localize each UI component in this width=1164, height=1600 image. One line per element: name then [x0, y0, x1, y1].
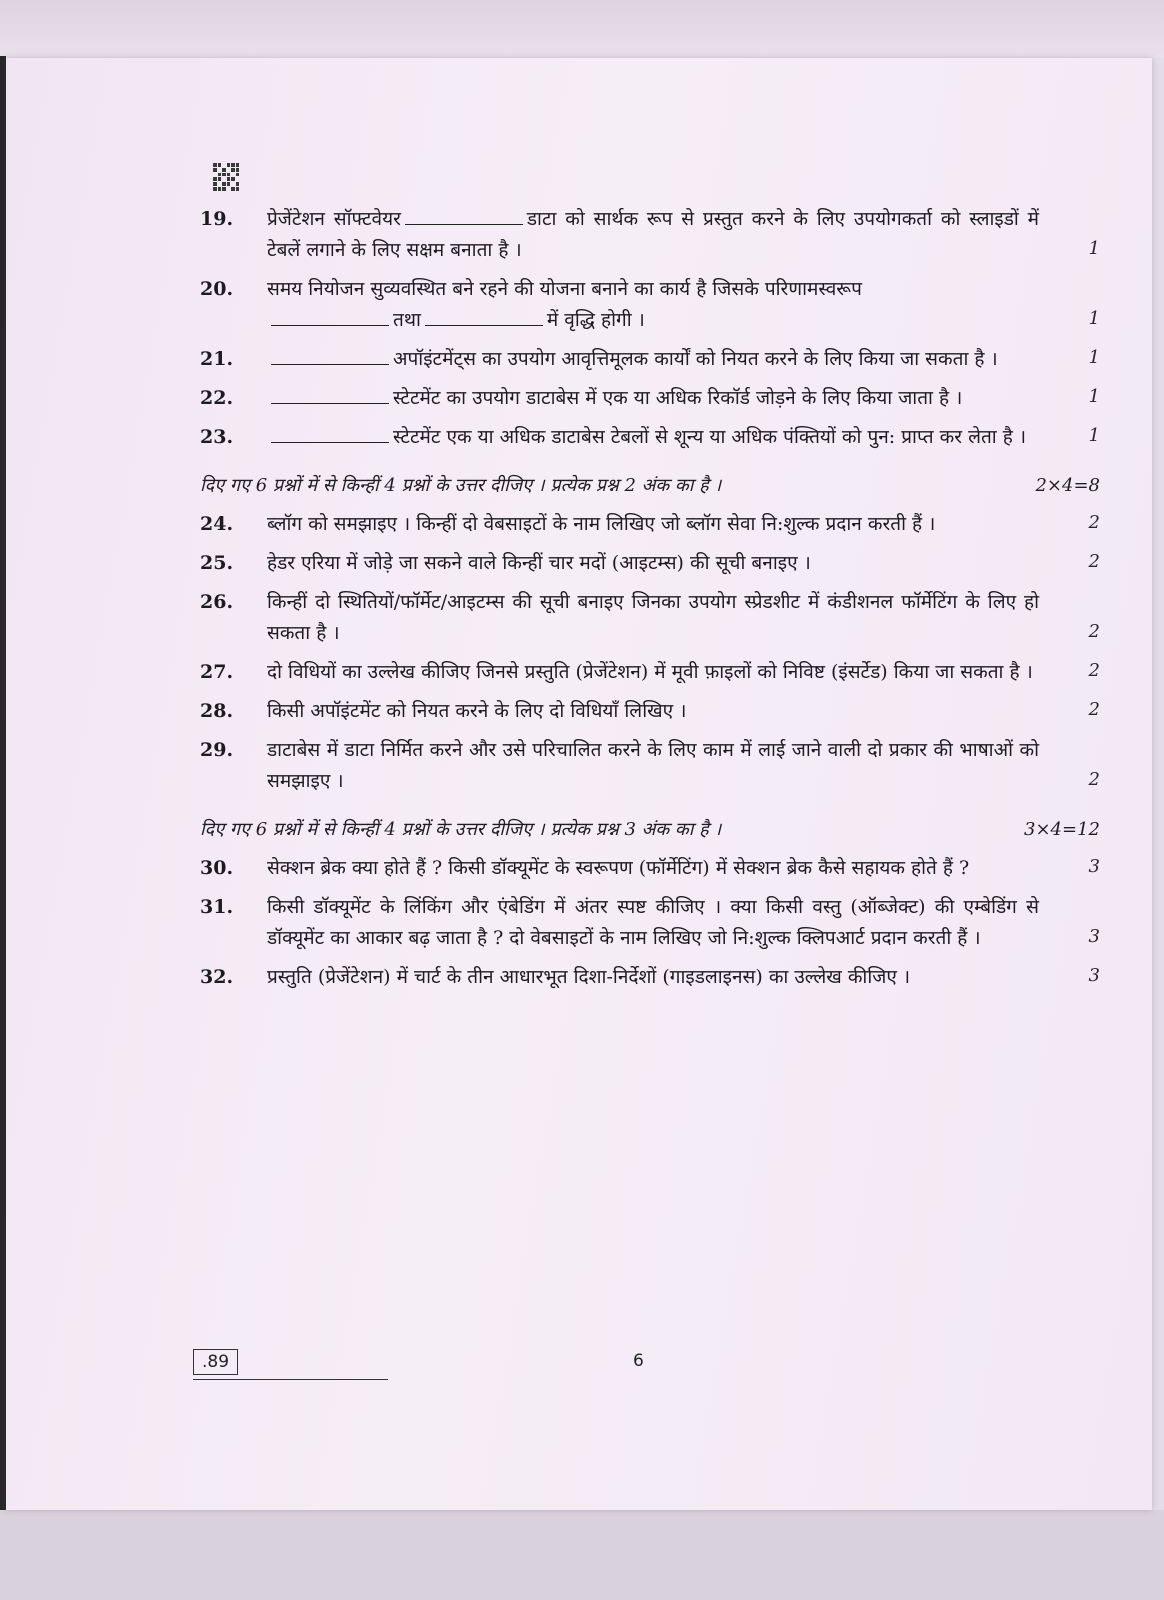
question-text: प्रस्तुति (प्रेजेंटेशन) में चार्ट के तीन आधारभूत दिशा-निर्देशों (गाइडलाइनस) का उल्लेख कीजिए । [267, 966, 911, 988]
question-marks: 2 [1088, 660, 1100, 681]
question-30 [200, 853, 1100, 884]
question-text: किसी अपॉइंटमेंट को नियत करने के लिए दो विधियाँ लिखिए । [267, 700, 687, 722]
question-21 [200, 344, 1100, 375]
question-number: 22. [200, 387, 234, 409]
question-text: अपॉइंटमेंट्स का उपयोग आवृत्तिमूलक कार्यों को नियत करने के लिए किया जा सकता है । [267, 344, 1039, 375]
question-text: हेडर एरिया में जोड़े जा सकने वाले किन्हीं चार मदों (आइटम्स) की सूची बनाइए । [267, 552, 811, 574]
question-marks: 3 [1088, 965, 1100, 986]
page-number: 6 [633, 1351, 644, 1371]
question-number: 26. [200, 591, 234, 613]
paper-code: .89 [193, 1349, 238, 1375]
question-number: 28. [200, 700, 234, 722]
question-31 [200, 892, 1100, 954]
question-number: 21. [200, 348, 234, 370]
question-marks: 2 [1088, 621, 1100, 642]
question-29 [200, 735, 1100, 797]
question-22 [200, 383, 1100, 414]
question-marks: 3 [1088, 856, 1100, 877]
question-marks: 1 [1088, 425, 1100, 446]
question-text: किन्हीं दो स्थितियों/फॉर्मेट/आइटम्स की सूची बनाइए जिनका उपयोग स्प्रेडशीट में कंडीशनल फॉर्मेटिंग के लिए हो सकता है । [267, 591, 1039, 644]
question-number: 20. [200, 278, 234, 300]
question-28 [200, 696, 1100, 727]
section-instruction-3-marks [200, 817, 1100, 841]
question-marks: 1 [1088, 386, 1100, 407]
question-24 [200, 509, 1100, 540]
question-number: 32. [200, 966, 234, 988]
question-number: 29. [200, 739, 234, 761]
question-marks: 1 [1088, 238, 1100, 259]
page-footer [193, 1349, 1093, 1389]
question-text: दो विधियों का उल्लेख कीजिए जिनसे प्रस्तुति (प्रेजेंटेशन) में मूवी फ़ाइलों को निविष्ट (इंसर्टेड) किया जा सकता है । [267, 661, 1033, 683]
question-number: 24. [200, 513, 234, 535]
question-text: प्रेजेंटेशन सॉफ्टवेयर डाटा को सार्थक रूप से प्रस्तुत करने के लिए उपयोगकर्ता को स्लाइडों में टेबलें लगाने के लिए सक्षम बनाता है । [267, 208, 1039, 261]
footer-rule [193, 1379, 388, 1380]
question-number: 31. [200, 896, 234, 918]
scan-top-margin [0, 0, 1164, 58]
question-marks: 3 [1088, 926, 1100, 947]
question-marks: 2 [1088, 699, 1100, 720]
question-25 [200, 548, 1100, 579]
section-total-marks: 2×4=8 [1035, 475, 1100, 496]
question-text: स्टेटमेंट का उपयोग डाटाबेस में एक या अधिक रिकॉर्ड जोड़ने के लिए किया जाता है । [267, 383, 1039, 414]
question-32 [200, 962, 1100, 993]
question-marks: 2 [1088, 512, 1100, 533]
question-number: 25. [200, 552, 234, 574]
question-text: किसी डॉक्यूमेंट के लिंकिंग और एंबेडिंग में अंतर स्पष्ट कीजिए । क्या किसी वस्तु (ऑब्जेक्ट) की एम्बेडिंग से डॉक्यूमेंट का आकार बढ़ जाता है ? दो वेबसाइटों के नाम लिखिए जो नि:शुल्क क्लिपआर्ट प्रदान करती हैं । [267, 896, 1039, 949]
question-27 [200, 657, 1100, 688]
question-marks: 2 [1088, 551, 1100, 572]
question-text: डाटाबेस में डाटा निर्मित करने और उसे परिचालित करने के लिए काम में लाई जाने वाली दो प्रकार की भाषाओं को समझाइए । [267, 739, 1039, 792]
question-23 [200, 422, 1100, 453]
question-number: 30. [200, 857, 234, 879]
question-20 [200, 274, 1100, 336]
question-text: स्टेटमेंट एक या अधिक डाटाबेस टेबलों से शून्य या अधिक पंक्तियों को पुन: प्राप्त कर लेता है । [267, 422, 1039, 453]
scan-bottom-margin [0, 1510, 1164, 1600]
question-19 [200, 204, 1100, 266]
question-text: समय नियोजन सुव्यवस्थित बने रहने की योजना बनाने का कार्य है जिसके परिणामस्वरूप तथा में वृद्धि होगी । [267, 278, 862, 331]
section-instruction: दिए गए 6 प्रश्नों में से किन्हीं 4 प्रश्नों के उत्तर दीजिए । प्रत्येक प्रश्न 2 अंक का है । [200, 475, 722, 496]
question-marks: 1 [1088, 347, 1100, 368]
question-number: 27. [200, 661, 234, 683]
question-26 [200, 587, 1100, 649]
question-marks: 2 [1088, 769, 1100, 790]
question-marks: 1 [1088, 308, 1100, 329]
question-number: 19. [200, 208, 234, 230]
qr-code-icon [213, 163, 239, 191]
section-total-marks: 3×4=12 [1024, 819, 1100, 840]
section-instruction-2-marks [200, 473, 1100, 497]
question-number: 23. [200, 426, 234, 448]
question-text: सेक्शन ब्रेक क्या होते हैं ? किसी डॉक्यूमेंट के स्वरूपण (फॉर्मेटिंग) में सेक्शन ब्रेक कैसे सहायक होते हैं ? [267, 857, 970, 879]
section-instruction: दिए गए 6 प्रश्नों में से किन्हीं 4 प्रश्नों के उत्तर दीजिए । प्रत्येक प्रश्न 3 अंक का है । [200, 819, 722, 840]
question-text: ब्लॉग को समझाइए । किन्हीं दो वेबसाइटों के नाम लिखिए जो ब्लॉग सेवा नि:शुल्क प्रदान करती हैं । [267, 513, 936, 535]
question-list [200, 204, 1100, 1001]
